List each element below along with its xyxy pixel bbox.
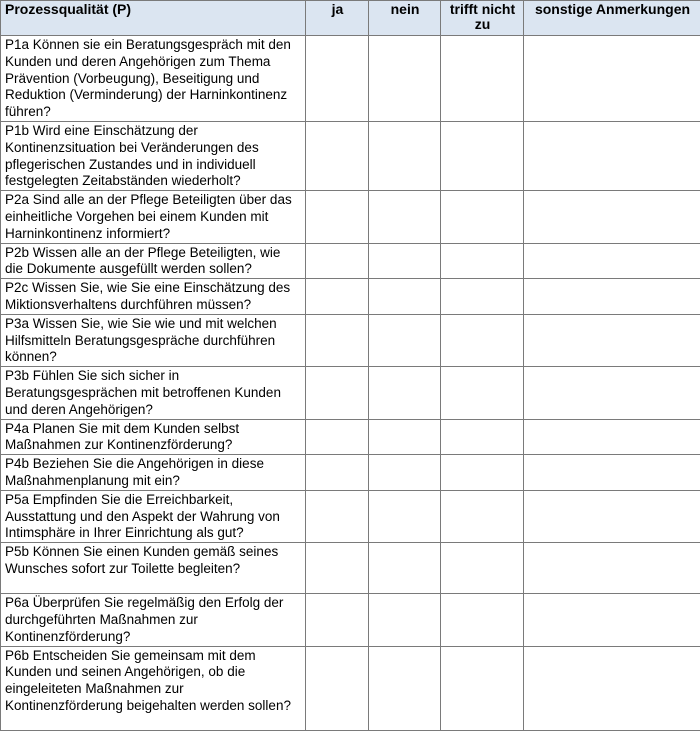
answer-ja-cell[interactable] <box>306 490 369 542</box>
header-remarks: sonstige Anmerkungen <box>524 1 700 36</box>
table-row <box>1 121 700 190</box>
header-question: Prozessqualität (P) <box>1 1 306 36</box>
header-row <box>1 1 700 36</box>
question-cell: P6a Überprüfen Sie regelmäßig den Erfolg der durchgeführten Maßnahmen zur Kontinenzförderung? <box>1 594 306 646</box>
answer-ja-cell[interactable] <box>306 191 369 243</box>
remarks-cell[interactable] <box>524 191 700 243</box>
table-row <box>1 646 700 730</box>
answer-trifft-nicht-zu-cell[interactable] <box>441 367 524 419</box>
question-cell: P4a Planen Sie mit dem Kunden selbst Maßnahmen zur Kontinenzförderung? <box>1 419 306 455</box>
answer-nein-cell[interactable] <box>369 594 441 646</box>
answer-ja-cell[interactable] <box>306 646 369 730</box>
remarks-cell[interactable] <box>524 121 700 190</box>
question-cell: P5b Können Sie einen Kunden gemäß seines Wunsches sofort zur Toilette begleiten? <box>1 543 306 594</box>
answer-trifft-nicht-zu-cell[interactable] <box>441 490 524 542</box>
answer-ja-cell[interactable] <box>306 419 369 455</box>
question-cell: P3b Fühlen Sie sich sicher in Beratungsgesprächen mit betroffenen Kunden und deren Angehörigen? <box>1 367 306 419</box>
answer-trifft-nicht-zu-cell[interactable] <box>441 455 524 491</box>
table-row <box>1 367 700 419</box>
header-ja: ja <box>306 1 369 36</box>
header-nein: nein <box>369 1 441 36</box>
remarks-cell[interactable] <box>524 490 700 542</box>
remarks-cell[interactable] <box>524 594 700 646</box>
answer-ja-cell[interactable] <box>306 455 369 491</box>
remarks-cell[interactable] <box>524 543 700 594</box>
answer-ja-cell[interactable] <box>306 121 369 190</box>
remarks-cell[interactable] <box>524 367 700 419</box>
answer-trifft-nicht-zu-cell[interactable] <box>441 646 524 730</box>
question-cell: P2c Wissen Sie, wie Sie eine Einschätzung des Miktionsverhaltens durchführen müssen? <box>1 279 306 315</box>
answer-trifft-nicht-zu-cell[interactable] <box>441 419 524 455</box>
remarks-cell[interactable] <box>524 279 700 315</box>
table-row <box>1 191 700 243</box>
question-cell: P6b Entscheiden Sie gemeinsam mit dem Kunden und seinen Angehörigen, ob die eingeleiteten Maßnahmen zur Kontinenzförderung beigehalten werden sollen? <box>1 646 306 730</box>
answer-trifft-nicht-zu-cell[interactable] <box>441 243 524 279</box>
table-row <box>1 490 700 542</box>
table-row <box>1 36 700 122</box>
table-row <box>1 419 700 455</box>
answer-nein-cell[interactable] <box>369 121 441 190</box>
table-row <box>1 543 700 594</box>
remarks-cell[interactable] <box>524 314 700 366</box>
answer-ja-cell[interactable] <box>306 36 369 122</box>
answer-ja-cell[interactable] <box>306 314 369 366</box>
answer-nein-cell[interactable] <box>369 646 441 730</box>
table-row <box>1 314 700 366</box>
answer-ja-cell[interactable] <box>306 367 369 419</box>
table-row <box>1 243 700 279</box>
answer-nein-cell[interactable] <box>369 367 441 419</box>
question-cell: P2a Sind alle an der Pflege Beteiligten über das einheitliche Vorgehen bei einem Kunden mit Harninkontinenz informiert? <box>1 191 306 243</box>
answer-ja-cell[interactable] <box>306 279 369 315</box>
answer-ja-cell[interactable] <box>306 594 369 646</box>
remarks-cell[interactable] <box>524 419 700 455</box>
question-cell: P3a Wissen Sie, wie Sie wie und mit welchen Hilfsmitteln Beratungsgespräche durchführen können? <box>1 314 306 366</box>
question-cell: P4b Beziehen Sie die Angehörigen in diese Maßnahmenplanung mit ein? <box>1 455 306 491</box>
header-trifft-nicht-zu: trifft nicht zu <box>441 1 524 36</box>
table-row <box>1 594 700 646</box>
table-row <box>1 279 700 315</box>
remarks-cell[interactable] <box>524 455 700 491</box>
answer-nein-cell[interactable] <box>369 314 441 366</box>
answer-nein-cell[interactable] <box>369 490 441 542</box>
question-cell: P1a Können sie ein Beratungsgespräch mit den Kunden und deren Angehörigen zum Thema Prävention (Vorbeugung), Beseitigung und Reduktion (Verminderung) der Harninkontinenz führen? <box>1 36 306 122</box>
table-row <box>1 455 700 491</box>
remarks-cell[interactable] <box>524 646 700 730</box>
answer-trifft-nicht-zu-cell[interactable] <box>441 314 524 366</box>
answer-ja-cell[interactable] <box>306 243 369 279</box>
answer-nein-cell[interactable] <box>369 191 441 243</box>
answer-nein-cell[interactable] <box>369 419 441 455</box>
answer-trifft-nicht-zu-cell[interactable] <box>441 279 524 315</box>
answer-nein-cell[interactable] <box>369 543 441 594</box>
answer-trifft-nicht-zu-cell[interactable] <box>441 121 524 190</box>
question-cell: P5a Empfinden Sie die Erreichbarkeit, Ausstattung und den Aspekt der Wahrung von Intimsphäre in Ihrer Einrichtung als gut? <box>1 490 306 542</box>
answer-nein-cell[interactable] <box>369 36 441 122</box>
answer-trifft-nicht-zu-cell[interactable] <box>441 191 524 243</box>
answer-trifft-nicht-zu-cell[interactable] <box>441 543 524 594</box>
answer-ja-cell[interactable] <box>306 543 369 594</box>
remarks-cell[interactable] <box>524 36 700 122</box>
answer-nein-cell[interactable] <box>369 243 441 279</box>
question-cell: P2b Wissen alle an der Pflege Beteiligten, wie die Dokumente ausgefüllt werden sollen? <box>1 243 306 279</box>
answer-nein-cell[interactable] <box>369 455 441 491</box>
answer-trifft-nicht-zu-cell[interactable] <box>441 594 524 646</box>
remarks-cell[interactable] <box>524 243 700 279</box>
answer-nein-cell[interactable] <box>369 279 441 315</box>
question-cell: P1b Wird eine Einschätzung der Kontinenzsituation bei Veränderungen des pflegerischen Zustandes und in individuell festgelegten Zeitabständen wiederholt? <box>1 121 306 190</box>
answer-trifft-nicht-zu-cell[interactable] <box>441 36 524 122</box>
